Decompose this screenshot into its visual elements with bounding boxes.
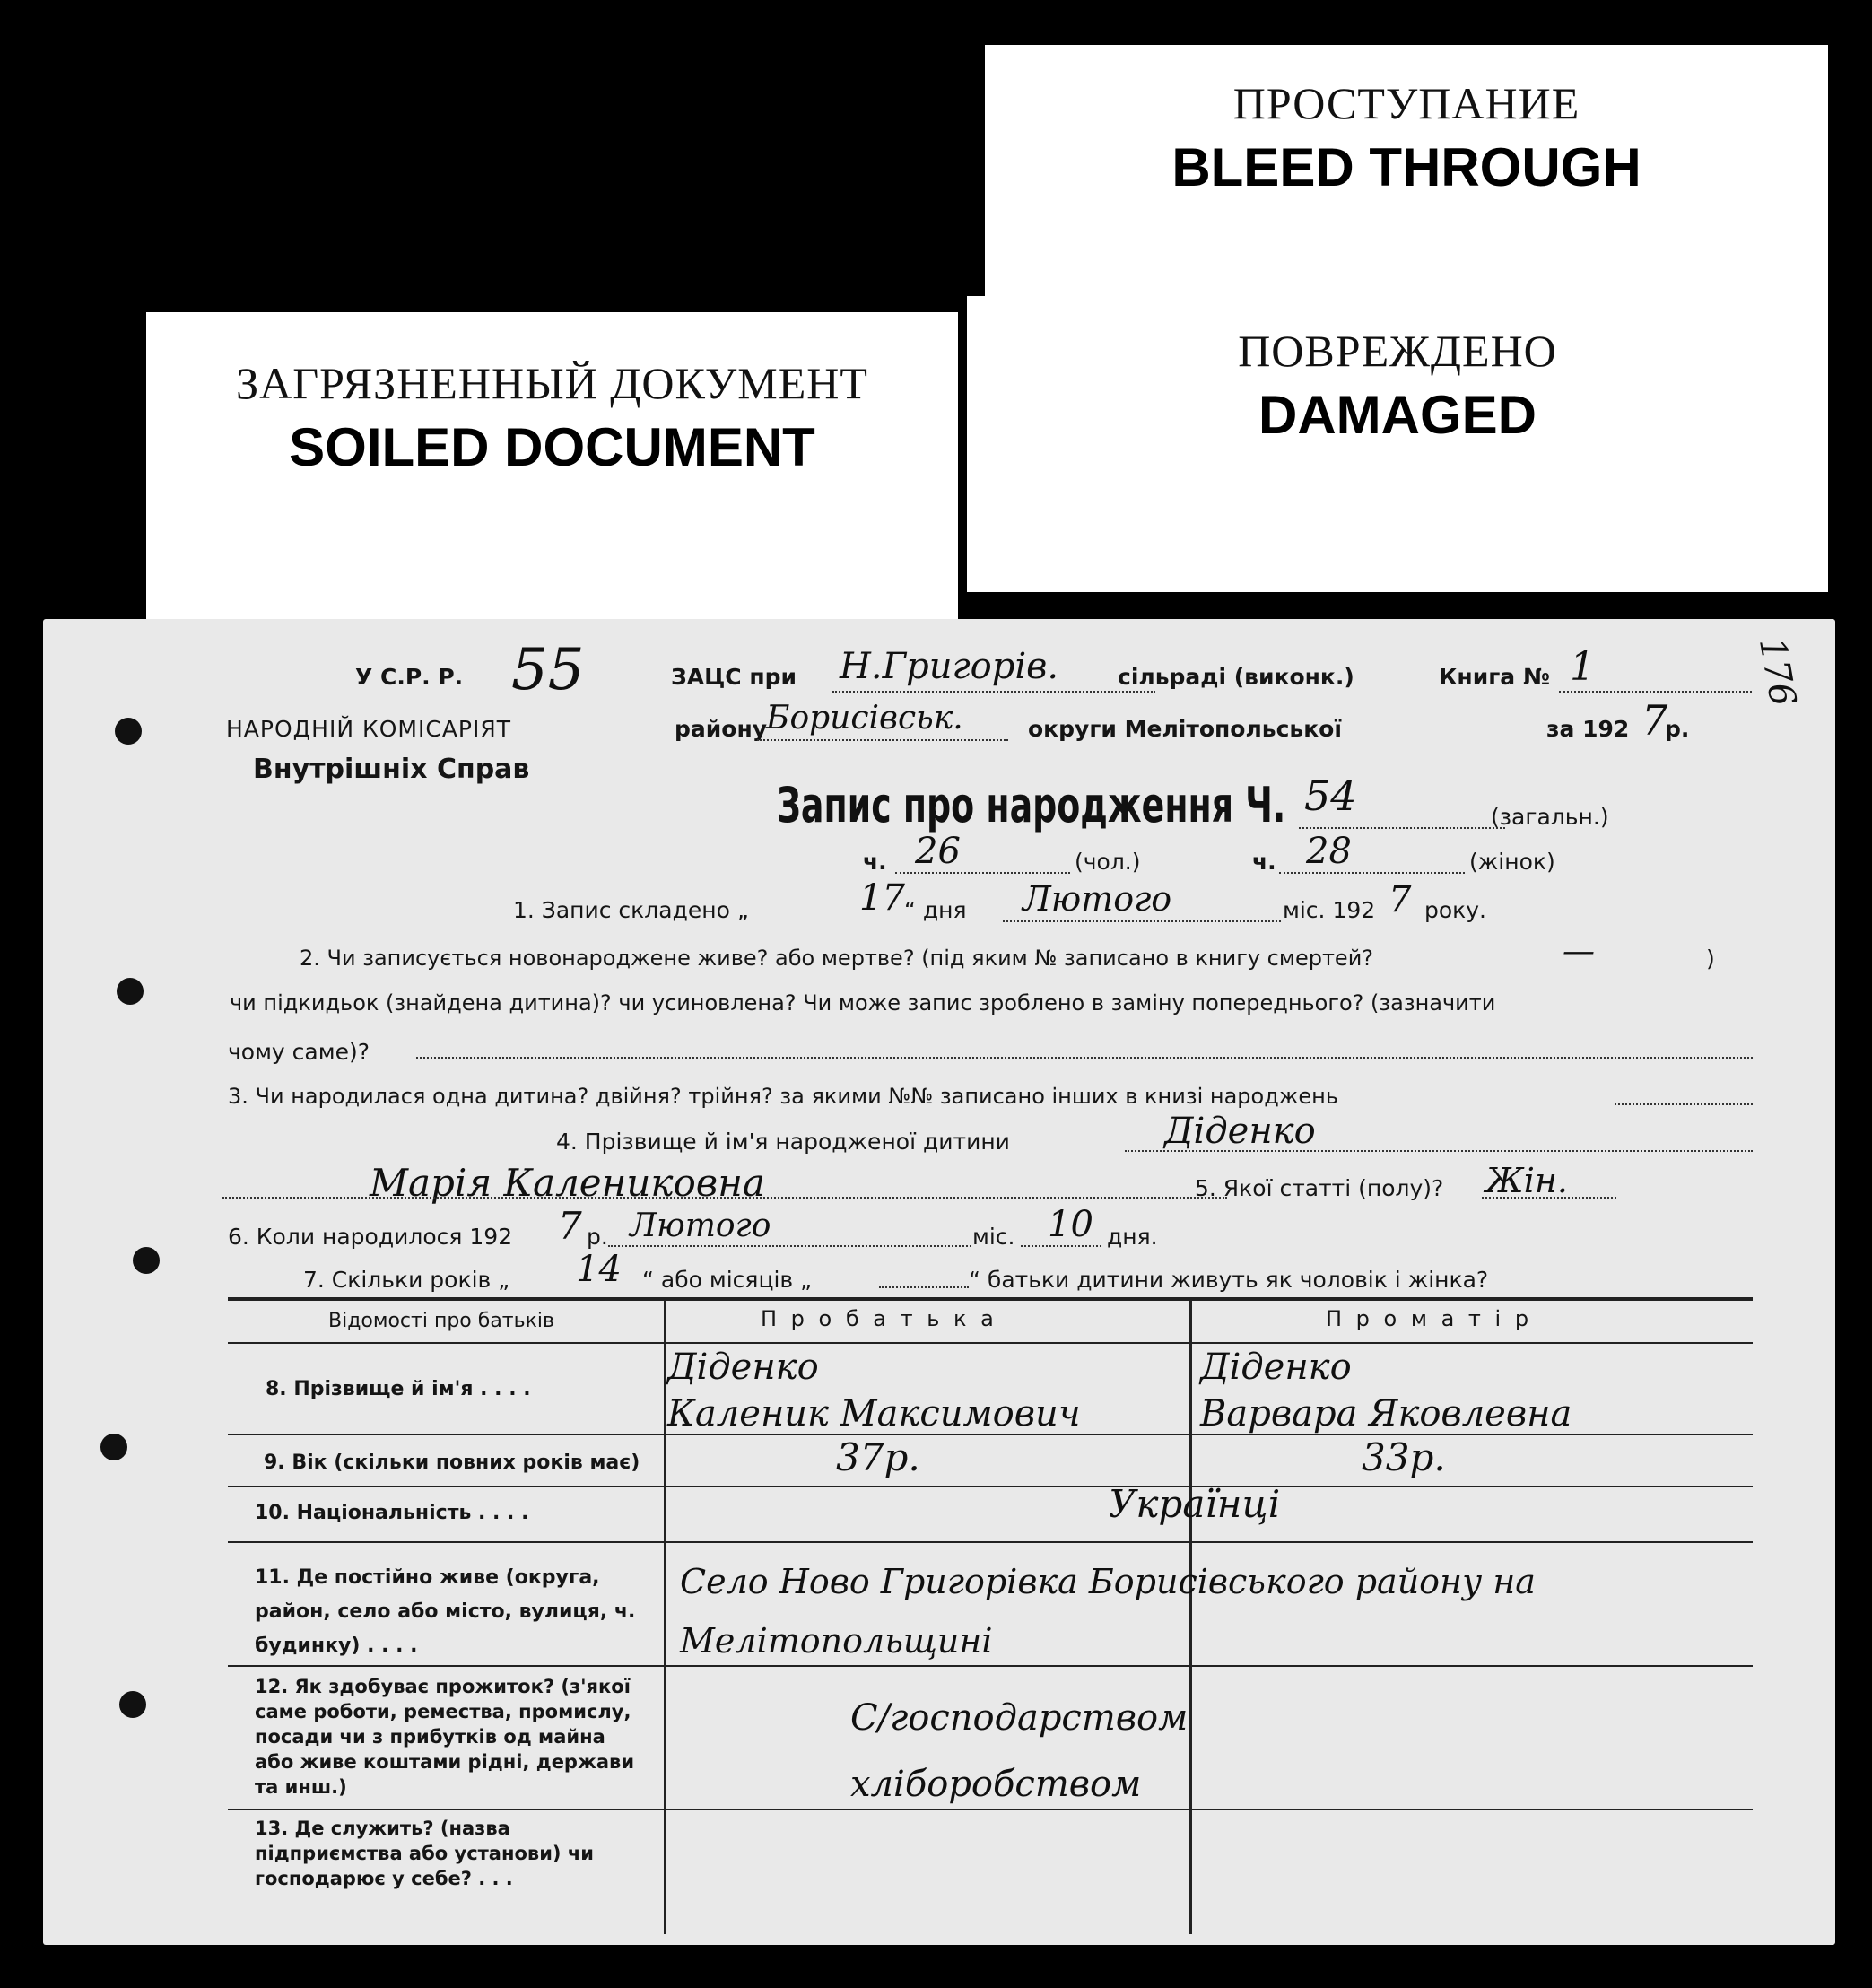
damaged-en: DAMAGED — [1258, 385, 1537, 445]
q5-label: 5. Якої статті (полу)? — [1195, 1175, 1444, 1201]
q6-year: 7 — [558, 1204, 582, 1248]
q4-name-dots — [222, 1197, 1227, 1199]
row9-label: 9. Вік (скільки повних років має) — [264, 1452, 640, 1474]
row9-mother: 33р. — [1362, 1435, 1446, 1479]
year-suffix: р. — [1665, 716, 1690, 742]
q7-part-c: “ батьки дитини живуть як чоловік і жінка? — [969, 1267, 1489, 1293]
q6-part-b: р. — [587, 1224, 608, 1250]
ussr-number: 55 — [511, 637, 585, 703]
row8-label: 8. Прізвище й ім'я . . . . — [266, 1378, 531, 1400]
q7-part-b: “ або місяців „ — [642, 1267, 813, 1293]
row13-label: 13. Де служить? (назва підприємства або установи) чи господарює у себе? . . . — [255, 1818, 594, 1889]
zags-value: Н.Григорів. — [840, 646, 1059, 687]
table-header-col1: Відомості про батьків — [328, 1310, 554, 1332]
bleed-through-en: BLEED THROUGH — [1171, 137, 1641, 197]
title-number: 54 — [1304, 772, 1357, 820]
book-value: 1 — [1570, 644, 1595, 690]
q5-dots — [1482, 1197, 1616, 1199]
row-line — [228, 1486, 1753, 1487]
title-dots — [1299, 827, 1505, 829]
punch-hole — [115, 718, 142, 745]
book-dots — [1559, 691, 1752, 693]
q7-dots — [879, 1286, 969, 1288]
rayon-value: Борисівськ. — [766, 700, 963, 737]
rayon-label: району — [675, 716, 768, 742]
punch-hole — [119, 1691, 146, 1718]
female-label: (жінок) — [1469, 849, 1555, 875]
soiled-ru: ЗАГРЯЗНЕННЫЙ ДОКУМЕНТ — [236, 358, 868, 408]
row9-father: 37р. — [836, 1435, 920, 1479]
soiled-document-card — [146, 312, 958, 635]
row10-label: 10. Національність . . . . — [255, 1502, 529, 1524]
q2-dash: — — [1563, 933, 1595, 970]
q6-part-d: дня. — [1107, 1224, 1158, 1250]
commissariat-line2: Внутрішніх Справ — [253, 754, 530, 785]
bleed-through-ru: ПРОСТУПАНИЕ — [1232, 78, 1580, 128]
q4-surname: Діденко — [1164, 1111, 1316, 1152]
q7-part-a: 7. Скільки років „ — [303, 1267, 510, 1293]
year-label: за 192 — [1546, 716, 1630, 742]
q6-month: Лютого — [630, 1208, 771, 1244]
total-label: (загальн.) — [1491, 804, 1609, 830]
ussr-label: У С.Р. Р. — [355, 664, 464, 690]
q1-part-c: міс. 192 — [1283, 897, 1376, 923]
q4-dots — [1125, 1150, 1753, 1152]
q2-line2: чи підкидьок (знайдена дитина)? чи усиновлена? Чи може запис зроблено в заміну попереднього? (зазначити — [230, 990, 1496, 1016]
q2-dots — [416, 1057, 1753, 1059]
row12-label: 12. Як здобуває прожиток? (з'якої саме роботи, ремества, промислу, посади чи з прибутків од майна або живе коштами рідні, держави та инш.) — [255, 1676, 635, 1798]
punch-hole — [100, 1434, 127, 1460]
q1-month: Лютого — [1023, 879, 1172, 919]
q1-part-d: року. — [1424, 897, 1487, 923]
male-value: 26 — [915, 831, 961, 872]
q6-dots — [608, 1245, 971, 1247]
row11-residence: Село Ново Григорівка Борисівського району на Мелітопольщині — [680, 1562, 1536, 1661]
row-line — [228, 1665, 1753, 1667]
soiled-en: SOILED DOCUMENT — [289, 417, 815, 477]
female-value: 28 — [1306, 831, 1352, 872]
rayon-dots — [757, 739, 1008, 741]
q4-label: 4. Прізвище й ім'я народженої дитини — [556, 1129, 1010, 1155]
zags-label: ЗАЦС при — [671, 664, 797, 690]
female-prefix: ч. — [1252, 849, 1276, 875]
q2-line1: 2. Чи записується новонароджене живе? або мертве? (під яким № записано в книгу смертей? — [300, 946, 1374, 971]
row8-father: Діденко Каленик Максимович — [667, 1347, 1081, 1434]
q7-years: 14 — [576, 1249, 622, 1290]
table-header-col3: П р о м а т і р — [1326, 1306, 1533, 1331]
q2-line3: чому саме)? — [228, 1039, 370, 1065]
okrug-label: округи Мелітопольської — [1028, 716, 1342, 742]
birth-record-form — [43, 619, 1835, 1945]
q1-dots — [1003, 920, 1281, 922]
q3-dots — [1615, 1103, 1753, 1105]
bleed-through-card — [985, 45, 1828, 305]
q2-line1-close: ) — [1706, 946, 1715, 972]
selrada-label: сільраді (виконк.) — [1118, 664, 1354, 690]
book-label: Книга № — [1439, 664, 1550, 690]
damaged-ru: ПОВРЕЖДЕНО — [1238, 326, 1557, 376]
q1-part-b: “ дня — [904, 897, 967, 923]
q6-day-dots — [1021, 1245, 1101, 1247]
page-mark: 176 — [1750, 634, 1804, 710]
form-title: Запис про народження Ч. — [777, 777, 1286, 833]
table-top-line — [228, 1297, 1753, 1301]
male-dots — [895, 872, 1070, 874]
male-label: (чол.) — [1075, 849, 1141, 875]
q1-part-a: 1. Запис складено „ — [513, 897, 749, 923]
punch-hole — [133, 1247, 160, 1274]
female-dots — [1279, 872, 1465, 874]
male-prefix: ч. — [863, 849, 887, 875]
q6-part-c: міс. — [972, 1224, 1015, 1250]
q1-day: 17 — [859, 877, 905, 919]
q6-part-a: 6. Коли народилося 192 — [228, 1224, 513, 1250]
q3-text: 3. Чи народилася одна дитина? двійня? трійня? за якими №№ записано інших в книзі народжень — [228, 1084, 1339, 1109]
row-line — [228, 1434, 1753, 1435]
q1-year: 7 — [1389, 879, 1412, 920]
row12-occupation: С/господарством хліборобством — [850, 1697, 1189, 1805]
zags-dots — [832, 691, 1155, 693]
q4-name: Марія Калениковна — [370, 1161, 765, 1205]
row-line — [228, 1809, 1753, 1810]
q6-day: 10 — [1048, 1204, 1093, 1245]
row11-label: 11. Де постійно живе (округа, район, село або місто, вулиця, ч. будинку) . . . . — [255, 1566, 636, 1657]
damaged-card — [967, 296, 1828, 592]
commissariat-line1: НАРОДНІЙ КОМІСАРІЯТ — [226, 716, 512, 742]
table-divider-1 — [664, 1297, 666, 1934]
table-header-col2: П р о б а т ь к а — [761, 1306, 997, 1331]
row10-nationality: Українці — [1109, 1482, 1281, 1526]
row8-mother: Діденко Варвара Яковлевна — [1200, 1347, 1572, 1434]
year-value: 7 — [1641, 696, 1668, 745]
row-line — [228, 1541, 1753, 1543]
q5-value: Жін. — [1485, 1161, 1568, 1200]
punch-hole — [117, 978, 144, 1005]
